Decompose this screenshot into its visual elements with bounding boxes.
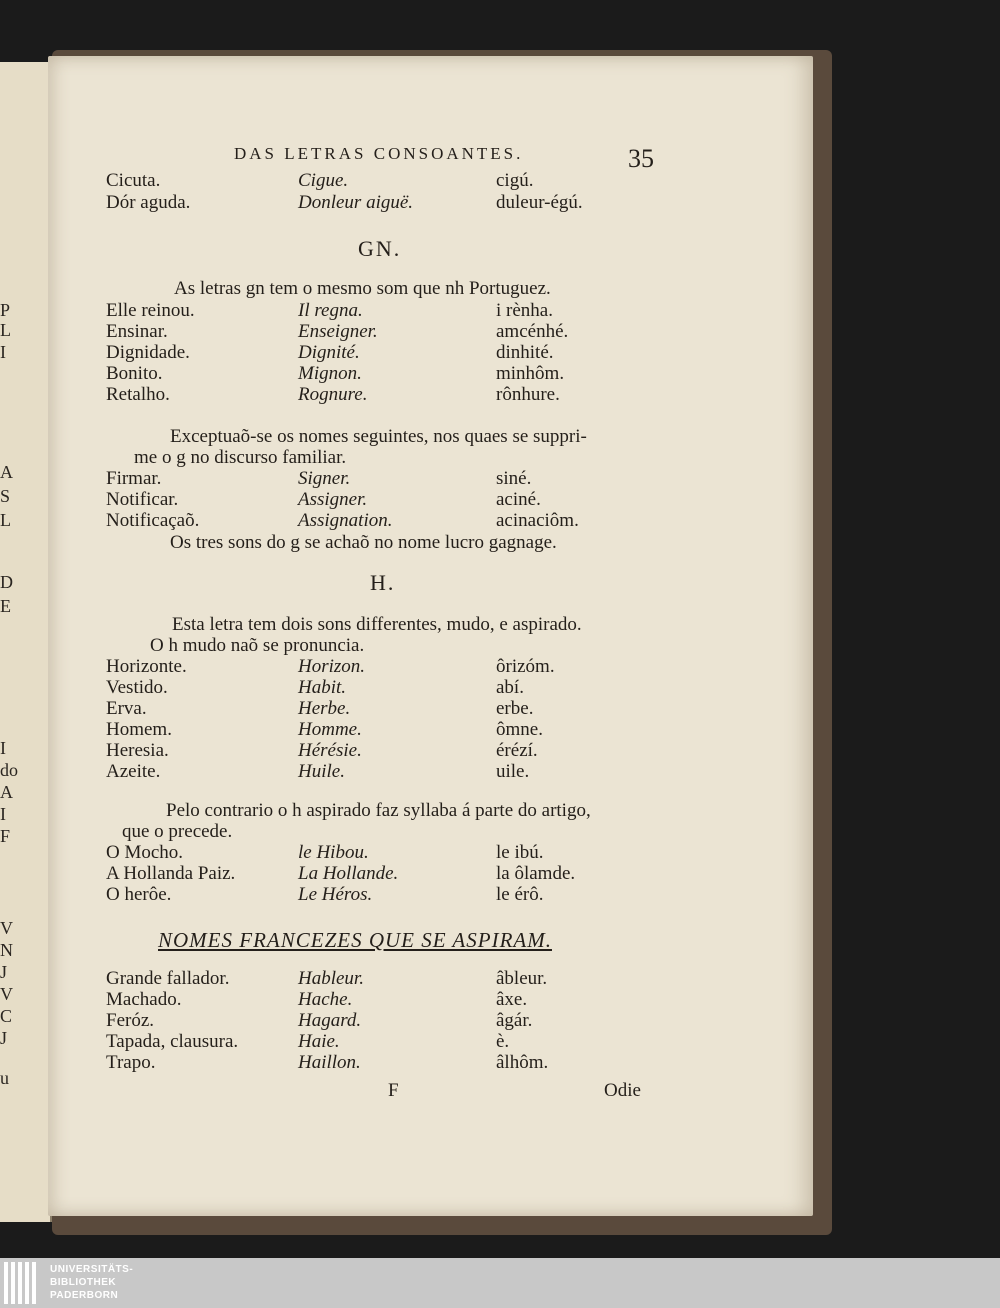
row-portuguese: Erva. xyxy=(106,698,147,719)
row-french: Habit. xyxy=(298,677,347,698)
left-fragment: L xyxy=(0,320,11,340)
row-portuguese: Vestido. xyxy=(106,677,168,698)
row-pronunciation: âlhôm. xyxy=(496,1052,549,1073)
left-fragment: u xyxy=(0,1068,9,1088)
row-french: Haie. xyxy=(298,1031,340,1052)
left-fragment: E xyxy=(0,596,11,616)
row-pronunciation: âbleur. xyxy=(496,968,548,989)
row-portuguese: Retalho. xyxy=(106,384,170,405)
row-pronunciation: erbe. xyxy=(496,698,534,719)
row-french: Horizon. xyxy=(298,656,366,677)
h-aspirated-line-1: Pelo contrario o h aspirado faz syllaba á parte do artigo, xyxy=(166,800,591,821)
row-pronunciation: rônhure. xyxy=(496,384,560,405)
row-portuguese: O Mocho. xyxy=(106,842,184,863)
row-pronunciation: le ibú. xyxy=(496,842,544,863)
row-pronunciation: siné. xyxy=(496,468,532,489)
row-portuguese: Grande fallador. xyxy=(106,968,230,989)
left-fragment: V xyxy=(0,984,13,1004)
left-fragment: J xyxy=(0,962,8,982)
row-french: Hérésie. xyxy=(298,740,362,761)
logo-line-1: UNIVERSITÄTS- xyxy=(50,1264,134,1275)
library-footer xyxy=(0,1258,1000,1308)
running-head: DAS LETRAS CONSOANTES. xyxy=(234,144,524,163)
row-french: Herbe. xyxy=(298,698,351,719)
left-fragment: J xyxy=(0,1028,8,1048)
row-french: le Hibou. xyxy=(298,842,369,863)
row-french: La Hollande. xyxy=(298,863,399,884)
row-pronunciation: duleur-égú. xyxy=(496,192,583,213)
logo-line-3: PADERBORN xyxy=(50,1290,119,1301)
row-pronunciation: minhôm. xyxy=(496,363,565,384)
row-pronunciation: amcénhé. xyxy=(496,321,569,342)
row-portuguese: Trapo. xyxy=(106,1052,156,1073)
row-portuguese: Elle reinou. xyxy=(106,300,195,321)
row-french: Rognure. xyxy=(298,384,368,405)
row-french: Hagard. xyxy=(298,1010,362,1031)
row-pronunciation: âgár. xyxy=(496,1010,533,1031)
row-portuguese: Ensinar. xyxy=(106,321,168,342)
row-french: Homme. xyxy=(298,719,362,740)
row-portuguese: Firmar. xyxy=(106,468,162,489)
signature-mark: F xyxy=(388,1080,399,1101)
row-pronunciation: érézí. xyxy=(496,740,538,761)
left-fragment: N xyxy=(0,940,13,960)
section-heading-h: H. xyxy=(370,570,396,595)
catchword: Odie xyxy=(604,1080,641,1101)
book-page xyxy=(48,56,813,1216)
row-pronunciation: le érô. xyxy=(496,884,544,905)
row-portuguese: Notificar. xyxy=(106,489,179,510)
left-fragment: do xyxy=(0,760,18,780)
row-french: Mignon. xyxy=(298,363,362,384)
row-portuguese: Bonito. xyxy=(106,363,163,384)
left-fragment: P xyxy=(0,300,11,320)
row-pronunciation: aciné. xyxy=(496,489,541,510)
row-portuguese: Tapada, clausura. xyxy=(106,1031,239,1052)
left-fragment: S xyxy=(0,486,11,506)
left-fragment: C xyxy=(0,1006,13,1026)
left-fragment: A xyxy=(0,782,13,802)
h-aspirated-line-2: que o precede. xyxy=(122,821,233,842)
gn-exception-line-2: me o g no discurso familiar. xyxy=(134,447,347,468)
row-french: Dignité. xyxy=(298,342,360,363)
row-french: Enseigner. xyxy=(298,321,378,342)
left-fragment: A xyxy=(0,462,13,482)
row-portuguese: Cicuta. xyxy=(106,170,161,191)
left-fragment: D xyxy=(0,572,13,592)
row-portuguese: Notificaçaõ. xyxy=(106,510,200,531)
row-french: Hableur. xyxy=(298,968,364,989)
row-portuguese: Heresia. xyxy=(106,740,169,761)
row-portuguese: Feróz. xyxy=(106,1010,155,1031)
row-portuguese: Machado. xyxy=(106,989,182,1010)
row-pronunciation: la ôlamde. xyxy=(496,863,576,884)
row-french: Hache. xyxy=(298,989,353,1010)
gn-intro: As letras gn tem o mesmo som que nh Portuguez. xyxy=(174,278,551,299)
row-french: Assignation. xyxy=(298,510,393,531)
gn-closing: Os tres sons do g se achaõ no nome lucro gagnage. xyxy=(170,532,557,553)
row-pronunciation: âxe. xyxy=(496,989,528,1010)
library-logo-text xyxy=(50,1263,133,1302)
row-pronunciation: dinhité. xyxy=(496,342,554,363)
row-pronunciation: è. xyxy=(496,1031,510,1052)
row-pronunciation: uile. xyxy=(496,761,530,782)
logo-line-2: BIBLIOTHEK xyxy=(50,1277,117,1288)
row-pronunciation: ôrizóm. xyxy=(496,656,555,677)
row-french: Il regna. xyxy=(298,300,363,321)
left-fragment: L xyxy=(0,510,11,530)
row-portuguese: Homem. xyxy=(106,719,172,740)
row-french: Cigue. xyxy=(298,170,349,191)
gn-exception-line-1: Exceptuaõ-se os nomes seguintes, nos quaes se suppri- xyxy=(170,426,587,447)
row-portuguese: Dignidade. xyxy=(106,342,190,363)
left-fragment: I xyxy=(0,342,6,362)
library-logo-icon xyxy=(4,1262,42,1304)
page-number: 35 xyxy=(628,144,654,173)
row-pronunciation: cigú. xyxy=(496,170,534,191)
h-intro-line-1: Esta letra tem dois sons differentes, mudo, e aspirado. xyxy=(172,614,582,635)
left-fragment: I xyxy=(0,738,6,758)
row-french: Huile. xyxy=(298,761,345,782)
left-fragment: I xyxy=(0,804,6,824)
h-intro-line-2: O h mudo naõ se pronuncia. xyxy=(150,635,365,656)
row-portuguese: Azeite. xyxy=(106,761,161,782)
section-heading-nomes: NOMES FRANCEZES QUE SE ASPIRAM. xyxy=(158,928,552,952)
row-french: Le Héros. xyxy=(298,884,373,905)
section-heading-gn: GN. xyxy=(358,236,402,261)
row-portuguese: Dór aguda. xyxy=(106,192,191,213)
row-pronunciation: ômne. xyxy=(496,719,543,740)
row-portuguese: A Hollanda Paiz. xyxy=(106,863,236,884)
left-page-edge xyxy=(0,62,53,1222)
row-pronunciation: abí. xyxy=(496,677,524,698)
row-french: Donleur aiguë. xyxy=(298,192,414,213)
row-portuguese: Horizonte. xyxy=(106,656,187,677)
row-french: Signer. xyxy=(298,468,351,489)
left-fragment: F xyxy=(0,826,11,846)
row-french: Haillon. xyxy=(298,1052,361,1073)
row-portuguese: O herôe. xyxy=(106,884,172,905)
row-french: Assigner. xyxy=(298,489,368,510)
row-pronunciation: acinaciôm. xyxy=(496,510,579,531)
row-pronunciation: i rènha. xyxy=(496,300,553,321)
left-fragment: V xyxy=(0,918,13,938)
